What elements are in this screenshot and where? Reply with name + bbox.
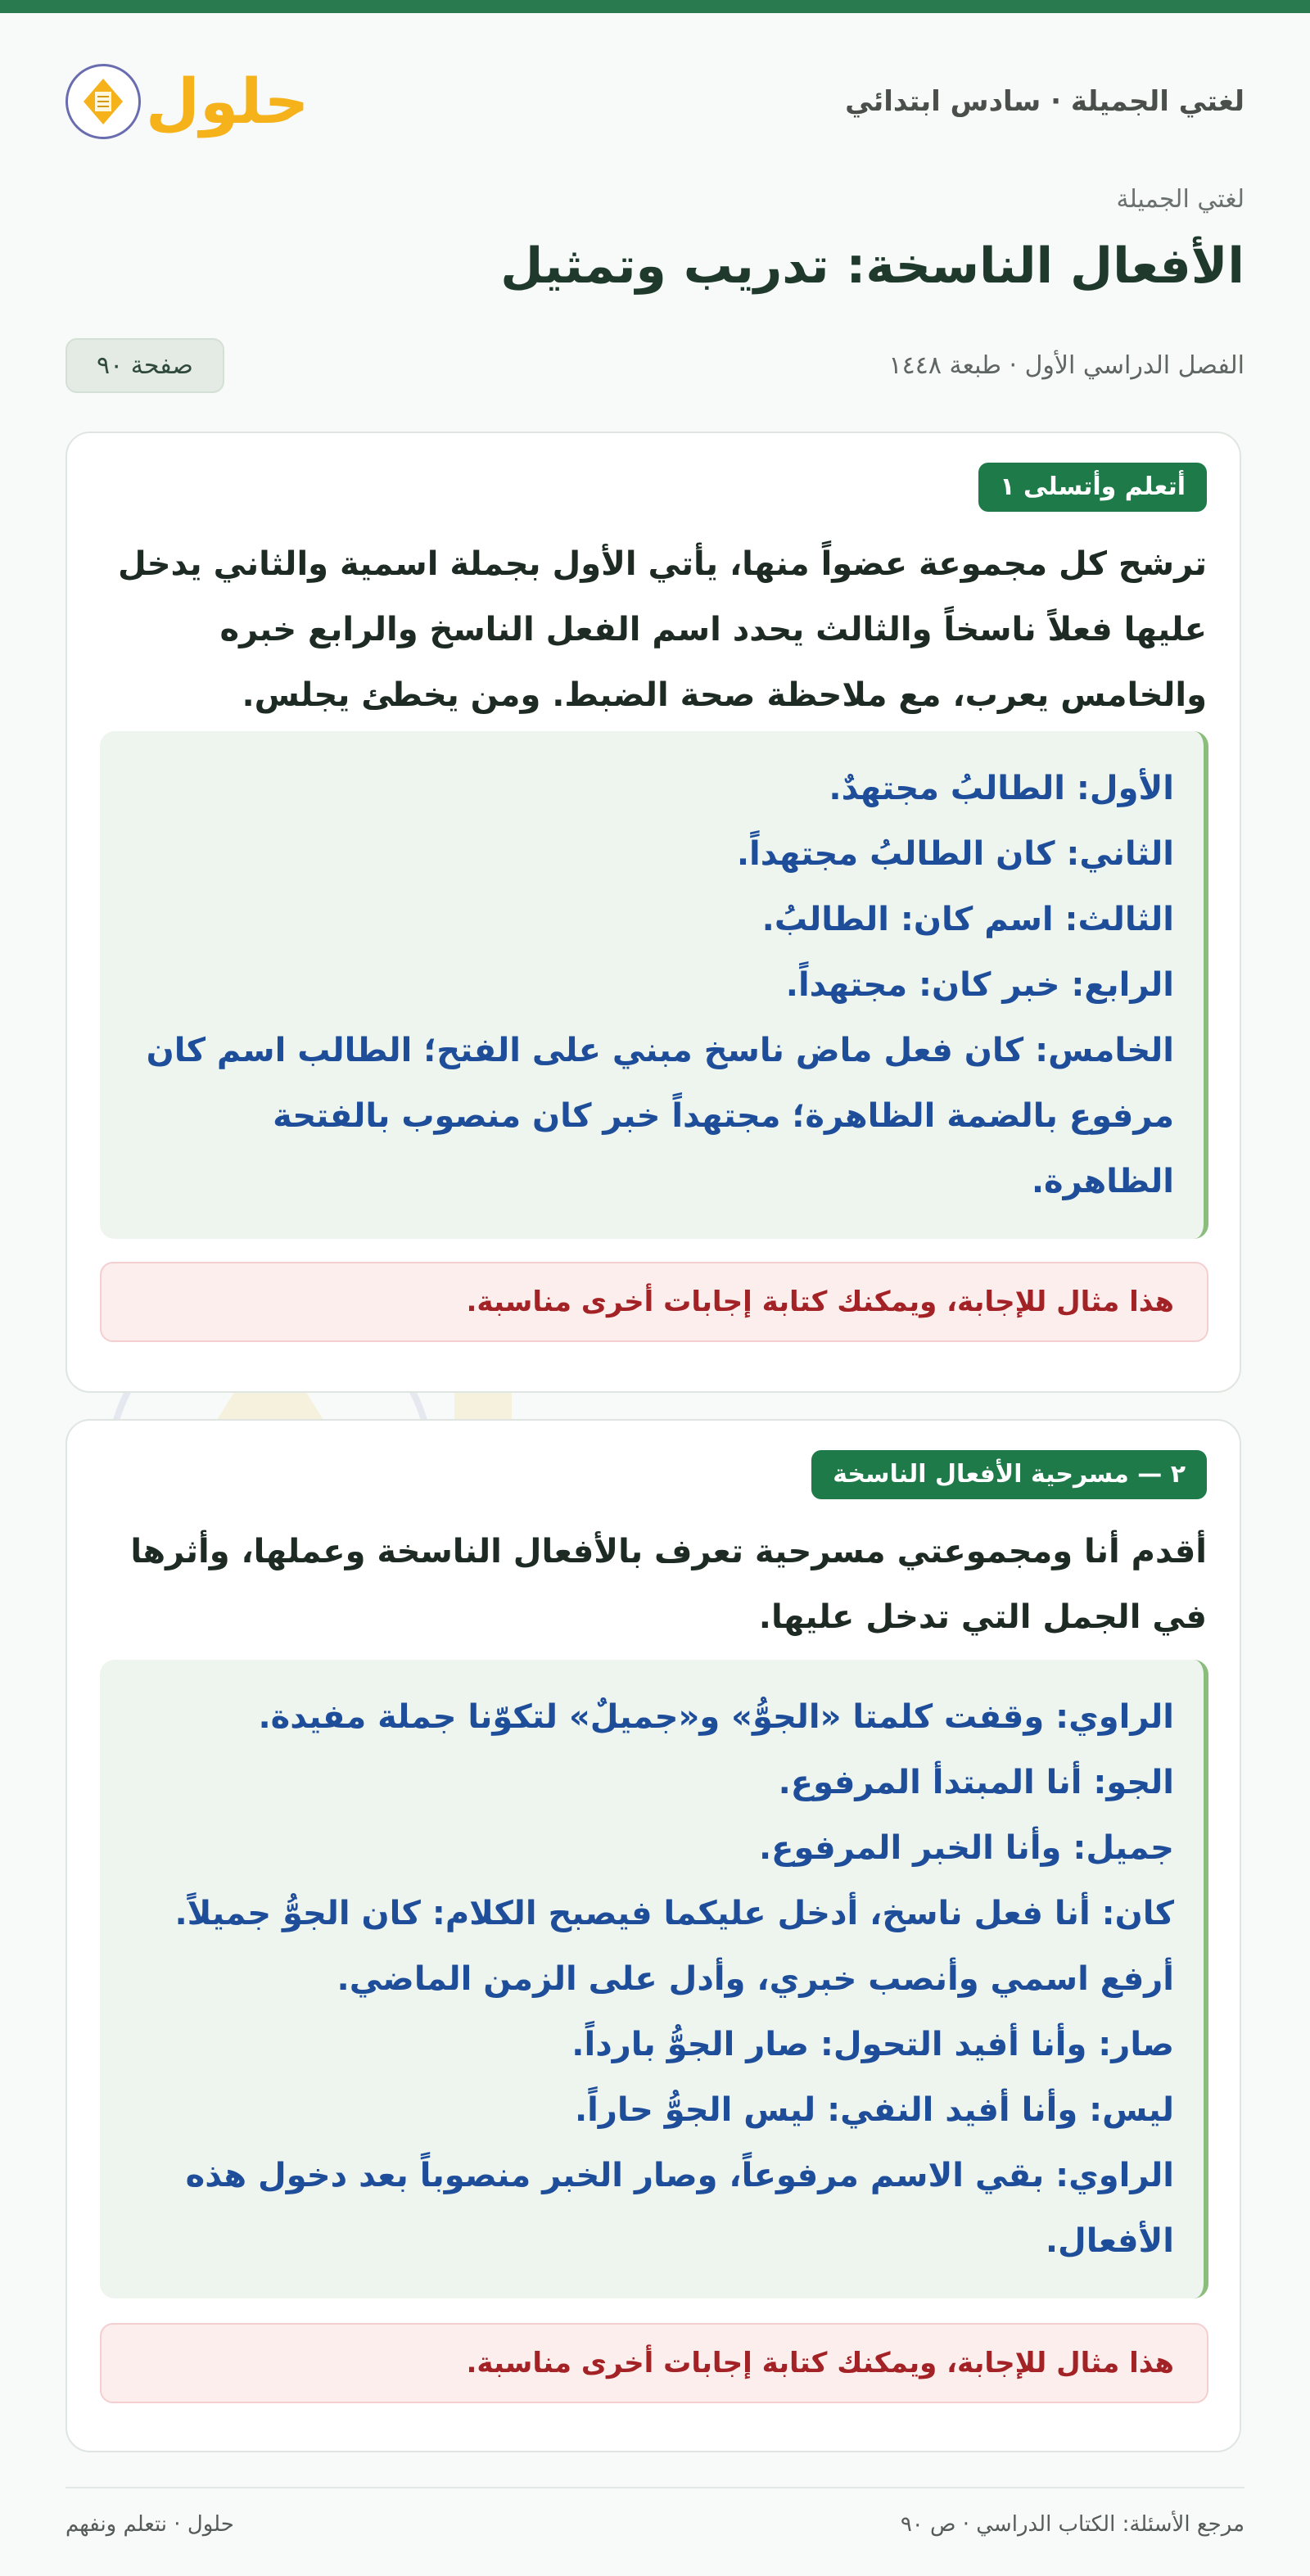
subject-label: لغتي الجميلة xyxy=(1116,185,1244,214)
footer-brand: حلول · نتعلم ونفهم xyxy=(66,2512,234,2537)
answer-line: الخامس: كان فعل ماض ناسخ مبني على الفتح؛ الطالب اسم كان مرفوع بالضمة الظاهرة؛ مجتهداً خبر كان منصوب بالفتحة الظاهرة. xyxy=(146,1032,1174,1200)
answer-line: كان: أنا فعل ناسخ، أدخل عليكما فيصبح الكلام: كان الجوُّ جميلاً. xyxy=(174,1895,1174,1932)
logo-text: حلول xyxy=(146,65,309,138)
answer-line: الجو: أنا المبتدأ المرفوع. xyxy=(778,1764,1174,1801)
semester-info: الفصل الدراسي الأول · طبعة ١٤٤٨ xyxy=(888,350,1244,380)
answer-line: الراوي: وقفت كلمتا «الجوُّ» و«جميلٌ» لتكوّنا جملة مفيدة. xyxy=(258,1698,1174,1736)
page-header xyxy=(66,52,1244,151)
meta-row xyxy=(66,336,1244,395)
section-label: أتعلم وأتسلى ١ xyxy=(978,463,1207,512)
answer-note: هذا مثال للإجابة، ويمكنك كتابة إجابات أخرى مناسبة. xyxy=(100,2323,1208,2403)
answer-line: ليس: وأنا أفيد النفي: ليس الجوُّ حاراً. xyxy=(574,2091,1174,2129)
header-title: لغتي الجميلة · سادس ابتدائي xyxy=(845,85,1244,118)
question-text: ترشح كل مجموعة عضواً منها، يأتي الأول بجملة اسمية والثاني يدخل عليها فعلاً ناسخاً والثالث يحدد اسم الفعل الناسخ والرابع خبره والخامس يعرب، مع ملاحظة صحة الضبط. ومن يخطئ يجلس. xyxy=(118,545,1207,714)
page-title: الأفعال الناسخة: تدريب وتمثيل xyxy=(500,237,1244,295)
exercise-card-2 xyxy=(66,1419,1241,2452)
logo-book-icon xyxy=(66,64,141,139)
top-accent-bar xyxy=(0,0,1310,13)
answer-line: الثالث: اسم كان: الطالبُ. xyxy=(761,901,1174,938)
answer-note: هذا مثال للإجابة، ويمكنك كتابة إجابات أخرى مناسبة. xyxy=(100,1262,1208,1342)
footer-divider xyxy=(66,2487,1244,2488)
question-text: أقدم أنا ومجموعتي مسرحية تعرف بالأفعال الناسخة وعملها، وأثرها في الجمل التي تدخل عليها. xyxy=(130,1533,1207,1636)
page-footer xyxy=(66,2504,1244,2545)
answer-line: الرابع: خبر كان: مجتهداً. xyxy=(785,966,1174,1004)
section-label: ٢ — مسرحية الأفعال الناسخة xyxy=(811,1450,1207,1499)
footer-reference: مرجع الأسئلة: الكتاب الدراسي · ص ٩٠ xyxy=(900,2512,1244,2537)
answer-line: الأول: الطالبُ مجتهدٌ. xyxy=(829,770,1174,807)
page-number-badge: صفحة ٩٠ xyxy=(66,338,224,393)
answer-line: جميل: وأنا الخبر المرفوع. xyxy=(758,1829,1174,1867)
site-logo[interactable] xyxy=(66,64,309,139)
answer-line: الثاني: كان الطالبُ مجتهداً. xyxy=(736,835,1174,873)
exercise-card-1 xyxy=(66,432,1241,1393)
answer-line: الراوي: بقي الاسم مرفوعاً، وصار الخبر منصوباً بعد دخول هذه الأفعال. xyxy=(185,2157,1174,2260)
answer-box xyxy=(100,1660,1208,2298)
answer-box xyxy=(100,731,1208,1239)
answer-line: صار: وأنا أفيد التحول: صار الجوُّ بارداً. xyxy=(571,2026,1174,2063)
answer-line: أرفع اسمي وأنصب خبري، وأدل على الزمن الماضي. xyxy=(337,1960,1174,1998)
